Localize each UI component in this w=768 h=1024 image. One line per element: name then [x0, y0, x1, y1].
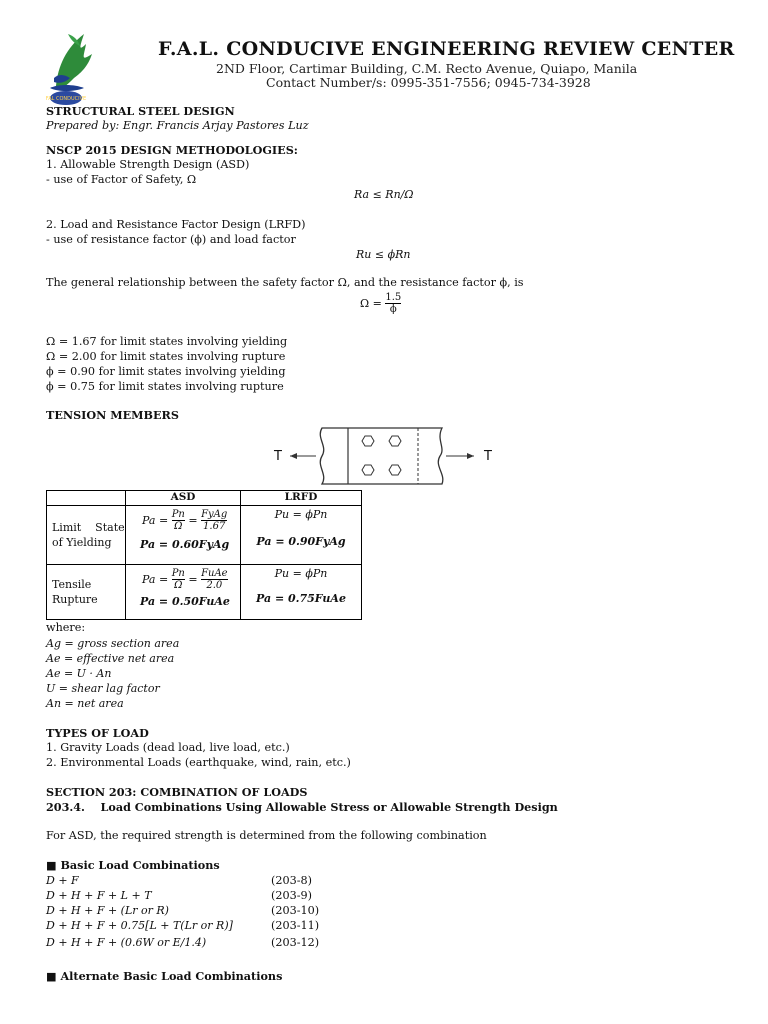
fraction-denominator: Ω: [174, 521, 183, 532]
asd-yielding-final: Pa = 0.60FyAg: [140, 538, 230, 551]
tension-design-table: [46, 490, 362, 620]
combo-reference: (203-8): [271, 874, 312, 887]
row-label-yielding: [47, 506, 126, 565]
basic-combos-heading: ■ Basic Load Combinations: [46, 858, 220, 872]
asd-title: 1. Allowable Strength Design (ASD): [46, 158, 250, 171]
center-title: F.A.L. CONDUCIVE ENGINEERING REVIEW CENTER: [158, 38, 735, 60]
load-type-item: 2. Environmental Loads (earthquake, wind, rain, etc.): [46, 756, 351, 769]
definition-line: Ag = gross section area: [46, 637, 180, 650]
asd-description: - use of Factor of Safety, Ω: [46, 173, 197, 186]
lrfd-rupture-cell: [241, 565, 362, 620]
fraction-denominator: 1.67: [203, 521, 226, 532]
lrfd-yielding-eq: Pu = ϕPn: [274, 508, 328, 521]
relation-numerator: 1.5: [385, 292, 402, 303]
lrfd-title: 2. Load and Resistance Factor Design (LRFD): [46, 218, 306, 231]
center-contact: Contact Number/s: 0995-351-7556; 0945-734-3928: [266, 75, 591, 90]
methods-heading: NSCP 2015 DESIGN METHODOLOGIES:: [46, 143, 298, 157]
fraction-numerator: Pn: [171, 509, 185, 520]
logo-text: FAL CONDUCIVE: [45, 96, 87, 102]
factor-line: ϕ = 0.75 for limit states involving rupture: [46, 380, 284, 393]
factor-line: ϕ = 0.90 for limit states involving yielding: [46, 365, 286, 378]
definition-line: Ae = effective net area: [46, 652, 175, 665]
row-label-line: Rupture: [52, 593, 98, 606]
alternate-combos-heading: ■ Alternate Basic Load Combinations: [46, 969, 283, 983]
fraction-numerator: FuAe: [201, 568, 228, 579]
asd-equation: Ra ≤ Rn/Ω: [354, 188, 414, 201]
combo-expression: D + H + F + 0.75[L + T(Lr or R)]: [46, 919, 233, 932]
table-header-lrfd: LRFD: [241, 491, 362, 506]
table-header-row: [47, 491, 362, 506]
lrfd-equation: Ru ≤ ϕRn: [356, 248, 411, 261]
force-label-right: T: [484, 449, 492, 464]
combo-expression: D + H + F + (0.6W or E/1.4): [46, 936, 207, 949]
relation-fraction: [385, 292, 401, 315]
combo-reference: (203-10): [271, 904, 320, 917]
combo-expression: D + H + F + (Lr or R): [46, 904, 169, 917]
section-203-4-heading: 203.4. Load Combinations Using Allowable Stress or Allowable Strength Design: [46, 800, 558, 814]
lrfd-rupture-eq: Pu = ϕPn: [274, 567, 328, 580]
tension-member-diagram: [270, 424, 510, 488]
lrfd-description: - use of resistance factor (ϕ) and load factor: [46, 233, 296, 246]
combo-reference: (203-11): [271, 919, 320, 932]
combo-expression: D + F: [46, 874, 79, 887]
table-row: [47, 565, 362, 620]
fraction-denominator: 2.0: [206, 580, 223, 591]
where-label: where:: [46, 621, 86, 634]
center-logo: [44, 26, 108, 110]
row-label-rupture: [47, 565, 126, 620]
lrfd-yielding-final: Pa = 0.90FyAg: [256, 535, 346, 548]
fraction-numerator: FyAg: [201, 509, 228, 520]
definition-line: Ae = U · An: [46, 667, 112, 680]
tension-heading: TENSION MEMBERS: [46, 408, 179, 422]
asd-yielding-cell: Pa = $\frac{Pn}{\Omega}$ = $\frac{\text{FyAg}}{1.67}$ Pa = 0.60FyAg: [126, 506, 241, 565]
factor-line: Ω = 2.00 for limit states involving rupture: [46, 350, 286, 363]
load-type-item: 1. Gravity Loads (dead load, live load, etc.): [46, 741, 290, 754]
subject-heading: STRUCTURAL STEEL DESIGN: [46, 104, 235, 118]
section-203-heading: SECTION 203: COMBINATION OF LOADS: [46, 785, 308, 799]
lrfd-yielding-cell: [241, 506, 362, 565]
fraction-numerator: Pn: [171, 568, 185, 579]
table-header-asd: ASD: [126, 491, 241, 506]
factor-line: Ω = 1.67 for limit states involving yielding: [46, 335, 288, 348]
bolted-plate-diagram: [270, 424, 510, 488]
lrfd-rupture-final: Pa = 0.75FuAe: [256, 592, 346, 605]
asd-fraction: [172, 509, 185, 532]
row-label-line: Limit State: [52, 521, 125, 534]
asd-eq-lhs: Pa =: [142, 573, 169, 586]
asd-eq-lhs: Pa =: [142, 514, 169, 527]
relation-lhs: Ω =: [360, 297, 382, 310]
asd-fraction: [201, 568, 228, 591]
force-label-left: T: [274, 449, 282, 464]
asd-fraction: [201, 509, 227, 532]
definition-line: U = shear lag factor: [46, 682, 160, 695]
eagle-logo-icon: [44, 26, 108, 110]
row-label-line: Tensile: [52, 578, 92, 591]
prepared-by: Prepared by: Engr. Francis Arjay Pastores Luz: [46, 119, 309, 132]
row-label-line: of Yielding: [52, 536, 112, 549]
combo-expression: D + H + F + L + T: [46, 889, 152, 902]
table-corner-cell: [47, 491, 126, 506]
combo-reference: (203-12): [271, 936, 320, 949]
relation-text: The general relationship between the safety factor Ω, and the resistance factor ϕ, is: [46, 276, 524, 289]
relation-denominator: ϕ: [389, 304, 397, 315]
asd-intro: For ASD, the required strength is determined from the following combination: [46, 829, 487, 842]
asd-rupture-final: Pa = 0.50FuAe: [140, 595, 230, 608]
fraction-denominator: Ω: [174, 580, 183, 591]
table-row: [47, 506, 362, 565]
definition-line: An = net area: [46, 697, 124, 710]
relation-equation: [360, 292, 401, 315]
asd-rupture-cell: Pa = $\frac{Pn}{\Omega}$ = $\frac{\text{FuAe}}{2.0}$ Pa = 0.50FuAe: [126, 565, 241, 620]
load-types-heading: TYPES OF LOAD: [46, 726, 149, 740]
asd-fraction: [172, 568, 185, 591]
center-address: 2ND Floor, Cartimar Building, C.M. Recto Avenue, Quiapo, Manila: [216, 61, 638, 76]
combo-reference: (203-9): [271, 889, 312, 902]
